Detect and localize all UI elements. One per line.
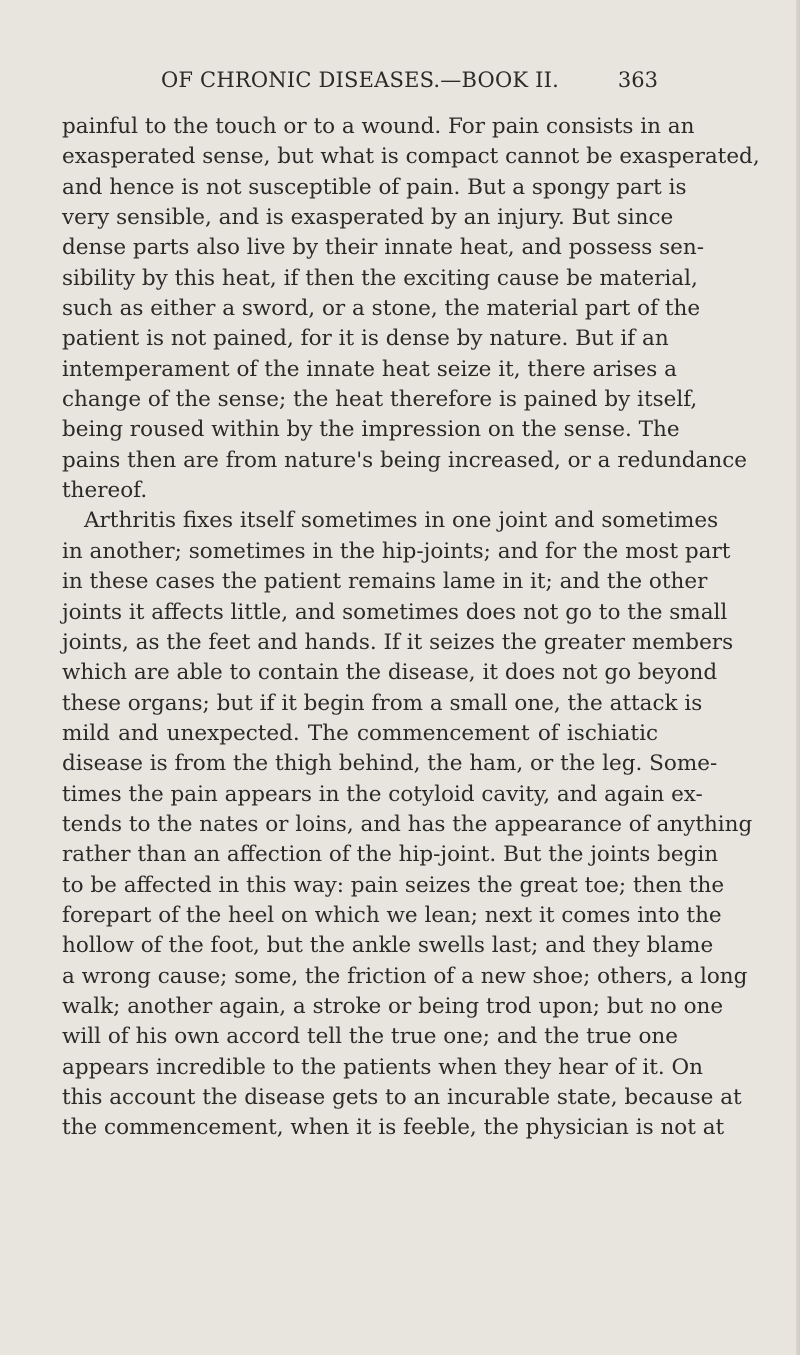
- text-line: dense parts also live by their innate heat, and possess sen-: [62, 235, 705, 261]
- text-line: change of the sense; the heat therefore is pained by itself,: [62, 387, 698, 413]
- text-line: and hence is not susceptible of pain. But a spongy part is: [62, 174, 687, 200]
- text-line: will of his own accord tell the true one; and the true one: [62, 1024, 678, 1050]
- body-text: [62, 112, 760, 1144]
- text-line: appears incredible to the patients when they hear of it. On: [62, 1054, 704, 1080]
- text-line: rather than an affection of the hip-joint. But the joints begin: [62, 842, 719, 868]
- text-line: mild and unexpected. The commencement of ischiatic: [62, 720, 658, 746]
- text-line: sibility by this heat, if then the exciting cause be material,: [62, 265, 698, 291]
- text-line: times the pain appears in the cotyloid cavity, and again ex-: [62, 781, 703, 807]
- text-line: forepart of the heel on which we lean; next it comes into the: [62, 902, 722, 928]
- text-line: intemperament of the innate heat seize it, there arises a: [62, 356, 677, 382]
- text-line: pains then are from nature's being increased, or a redundance: [62, 447, 747, 473]
- running-head-title: OF CHRONIC DISEASES.—BOOK II.: [160, 68, 559, 92]
- text-line: walk; another again, a stroke or being trod upon; but no one: [62, 993, 724, 1019]
- paragraph-start-line: Arthritis fixes itself sometimes in one joint and sometimes: [84, 508, 719, 534]
- text-line: patient is not pained, for it is dense by nature. But if an: [62, 326, 669, 352]
- text-line: in these cases the patient remains lame in it; and the other: [62, 569, 708, 595]
- text-line: very sensible, and is exasperated by an injury. But since: [62, 205, 674, 231]
- text-line: such as either a sword, or a stone, the material part of the: [62, 296, 701, 322]
- text-line: these organs; but if it begin from a small one, the attack is: [62, 690, 703, 716]
- text-line: to be affected in this way: pain seizes the great toe; then the: [62, 872, 725, 898]
- text-line: a wrong cause; some, the friction of a new shoe; others, a long: [62, 963, 748, 989]
- text-line: thereof.: [62, 478, 148, 504]
- text-line: disease is from the thigh behind, the ham, or the leg. Some-: [62, 751, 718, 777]
- text-line: tends to the nates or loins, and has the appearance of anything: [62, 811, 753, 837]
- running-head: [62, 68, 658, 102]
- text-line: hollow of the foot, but the ankle swells last; and they blame: [62, 933, 714, 959]
- page-number: 363: [617, 68, 658, 92]
- text-line: painful to the touch or to a wound. For pain consists in an: [62, 114, 695, 139]
- text-line: which are able to contain the disease, it does not go beyond: [62, 660, 718, 686]
- page-edge-shadow: [796, 0, 800, 1355]
- text-line: this account the disease gets to an incurable state, because at: [62, 1085, 742, 1110]
- text-line: in another; sometimes in the hip-joints; and for the most part: [62, 538, 731, 564]
- text-line: being roused within by the impression on the sense. The: [62, 417, 680, 443]
- text-line: the commencement, when it is feeble, the physician is not at: [62, 1115, 725, 1141]
- text-line: joints it affects little, and sometimes does not go to the small: [62, 599, 728, 625]
- text-line: joints, as the feet and hands. If it seizes the greater members: [62, 629, 734, 655]
- text-line: exasperated sense, but what is compact cannot be exasperated,: [62, 144, 760, 170]
